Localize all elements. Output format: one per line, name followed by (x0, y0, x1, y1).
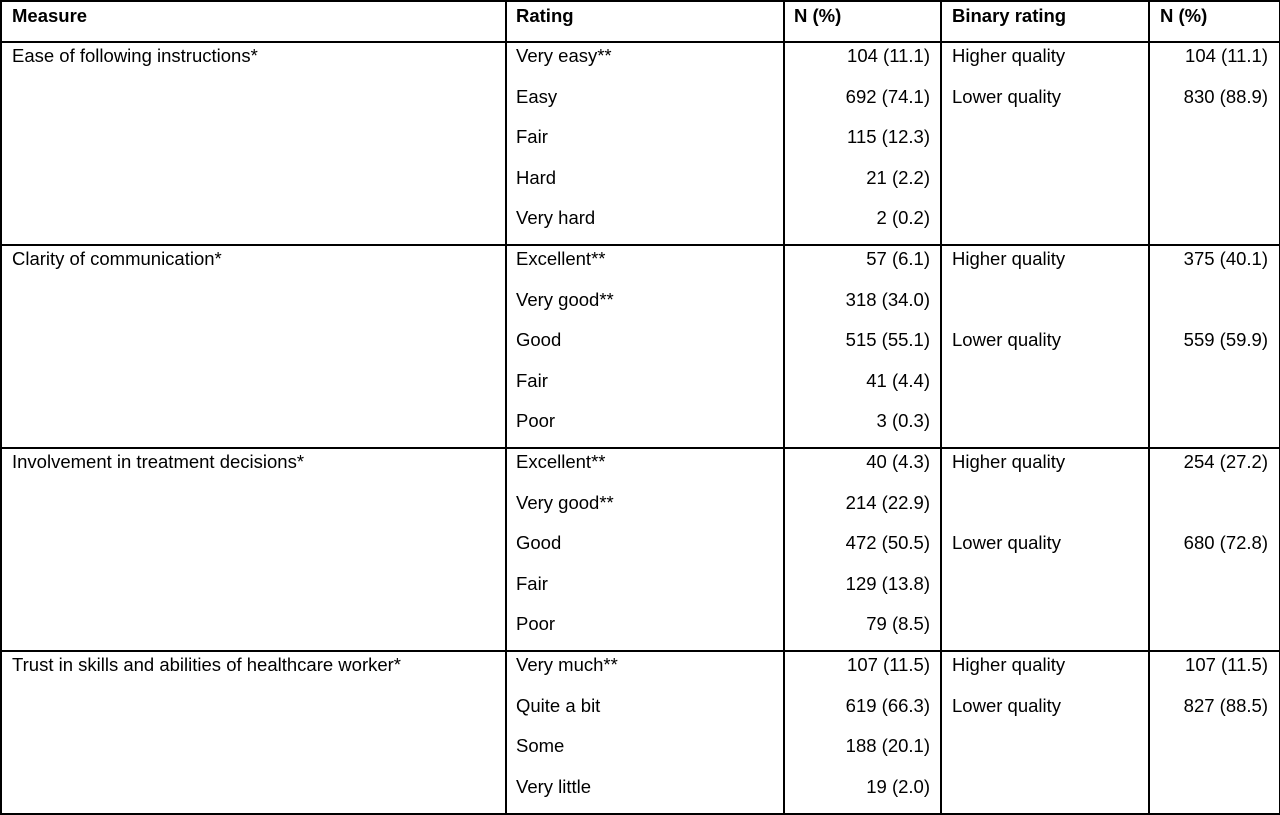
rating-count: 188 (20.1) (845, 735, 930, 757)
column-divider (783, 0, 785, 815)
binary-count: 830 (88.9) (1183, 85, 1268, 107)
rating-count: 104 (11.1) (847, 45, 930, 66)
binary-count: 104 (11.1) (1185, 45, 1268, 66)
measure-label: Ease of following instructions* (12, 45, 258, 66)
group-divider (0, 244, 1280, 246)
header-rating: Rating (516, 5, 574, 26)
rating-label: Good (516, 532, 562, 554)
rating-label: Easy (516, 85, 558, 107)
binary-rating-label: Higher quality (952, 248, 1066, 269)
binary-rating-label: Lower quality (952, 85, 1062, 107)
binary-rating-label: Higher quality (952, 45, 1066, 66)
rating-count: 619 (66.3) (845, 694, 930, 716)
rating-count: 21 (2.2) (866, 166, 930, 188)
rating-label: Excellent** (516, 248, 606, 269)
rating-count: 19 (2.0) (866, 775, 930, 797)
rating-label: Poor (516, 613, 556, 635)
header-binary-rating: Binary rating (952, 5, 1067, 26)
rating-count: 129 (13.8) (845, 572, 930, 594)
rating-count: 472 (50.5) (845, 532, 930, 554)
rating-count: 107 (11.5) (847, 654, 930, 675)
binary-count: 254 (27.2) (1183, 451, 1268, 472)
rating-count: 692 (74.1) (845, 85, 930, 107)
binary-rating-label: Lower quality (952, 329, 1062, 351)
rating-label: Very good** (516, 288, 614, 310)
table-top-rule (0, 0, 1280, 2)
rating-count: 515 (55.1) (845, 329, 930, 351)
column-divider (1148, 0, 1150, 815)
header-measure: Measure (12, 5, 88, 26)
rating-label: Good (516, 329, 562, 351)
binary-rating-label: Lower quality (952, 694, 1062, 716)
binary-count: 375 (40.1) (1183, 248, 1268, 269)
rating-count: 57 (6.1) (866, 248, 930, 269)
rating-count: 40 (4.3) (866, 451, 930, 472)
rating-count: 115 (12.3) (847, 126, 930, 148)
binary-count: 107 (11.5) (1185, 654, 1268, 675)
measure-label: Clarity of communication* (12, 248, 222, 269)
measure-label: Trust in skills and abilities of healthcare worker* (12, 654, 402, 675)
measure-label: Involvement in treatment decisions* (12, 451, 305, 472)
rating-label: Fair (516, 126, 548, 148)
binary-rating-label: Lower quality (952, 532, 1062, 554)
rating-label: Hard (516, 166, 557, 188)
binary-rating-label: Higher quality (952, 451, 1066, 472)
rating-label: Quite a bit (516, 694, 601, 716)
group-divider (0, 447, 1280, 449)
header-binary-n-pct: N (%) (1160, 5, 1208, 26)
rating-label: Fair (516, 572, 548, 594)
rating-label: Fair (516, 369, 548, 391)
binary-rating-label: Higher quality (952, 654, 1066, 675)
rating-label: Excellent** (516, 451, 606, 472)
header-n-pct: N (%) (794, 5, 842, 26)
binary-count: 680 (72.8) (1183, 532, 1268, 554)
rating-count: 318 (34.0) (845, 288, 930, 310)
binary-count: 559 (59.9) (1183, 329, 1268, 351)
rating-label: Very hard (516, 207, 596, 229)
column-divider (505, 0, 507, 815)
binary-count: 827 (88.5) (1183, 694, 1268, 716)
rating-count: 3 (0.3) (876, 410, 930, 432)
rating-count: 2 (0.2) (876, 207, 930, 229)
group-divider (0, 41, 1280, 43)
rating-label: Very good** (516, 491, 614, 513)
group-divider (0, 650, 1280, 652)
rating-label: Very little (516, 775, 592, 797)
column-divider (940, 0, 942, 815)
column-divider (0, 0, 2, 815)
rating-label: Poor (516, 410, 556, 432)
rating-label: Very easy** (516, 45, 612, 66)
rating-count: 41 (4.4) (866, 369, 930, 391)
rating-count: 214 (22.9) (845, 491, 930, 513)
rating-label: Some (516, 735, 565, 757)
rating-label: Very much** (516, 654, 618, 675)
rating-count: 79 (8.5) (866, 613, 930, 635)
